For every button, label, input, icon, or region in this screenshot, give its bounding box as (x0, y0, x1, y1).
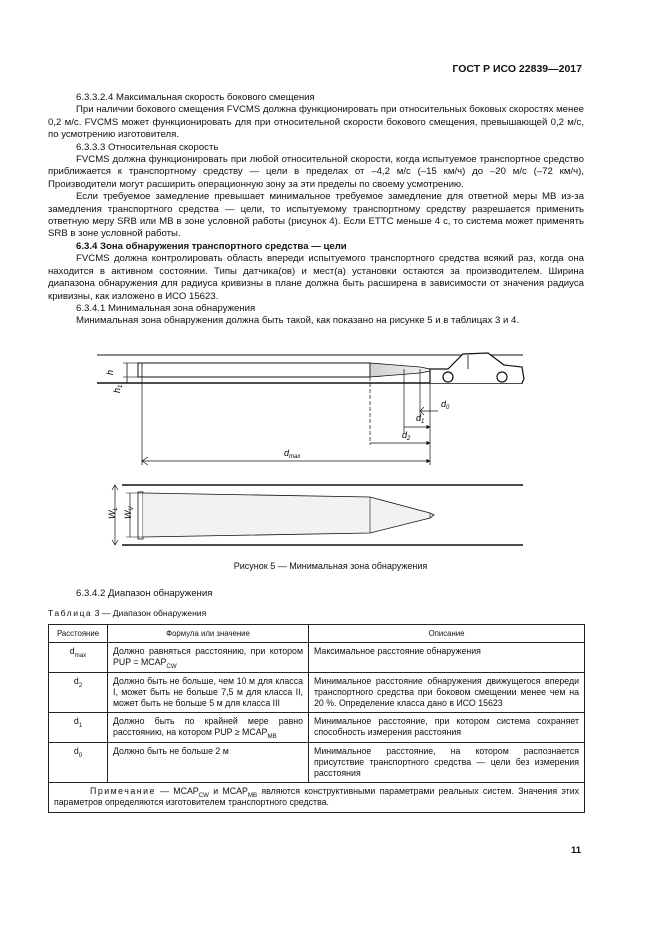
description-cell: Минимальное расстояние, на котором распознается присутствие транспортного средства — цели без измерения расстояния (309, 742, 585, 783)
section-6-3-4-2-heading: 6.3.4.2 Диапазон обнаружения (76, 588, 213, 599)
table-row (49, 742, 585, 783)
table-header-row (49, 625, 585, 643)
paragraph: При наличии бокового смещения FVCMS должна функционировать при относительных боковых скоростях менее 0,2 м/с. FVCMS может функционировать для при относительной скорости бокового смещения, превышающей 0,2 м/с, по усмотрению изготовителя. (48, 104, 584, 141)
description-cell: Максимальное расстояние обнаружения (309, 643, 585, 672)
detection-range-table (48, 624, 585, 813)
table-note-row (49, 783, 585, 812)
table-caption (48, 608, 206, 618)
table-caption-title: 3 — Диапазон обнаружения (92, 608, 207, 618)
document-header: ГОСТ Р ИСО 22839—2017 (452, 63, 582, 75)
body-text (48, 92, 584, 328)
table-header-cell: Описание (309, 625, 585, 643)
h1-label: $h_1$ (112, 384, 124, 393)
formula-cell: Должно быть по крайней мере равно расстоянию, на котором PUP ≥ $MCAP_{MB}$ (108, 713, 309, 742)
description-cell: Минимальное расстояние обнаружения движущегося впереди транспортного средства при боковом смещении менее чем на 20 %. Определение класса дано в ИСО 15623 (309, 672, 585, 713)
paragraph: FVCMS должна функционировать при любой относительной скорости, когда испытуемое транспортное средство приближается к транспортному средству — цели в пределах от –4,2 м/с (–15 км/ч) до –20 м/с (–72 км/ч), Производители могут расширить операционную зону за эти пределы по своему усмотрению. (48, 154, 584, 190)
table-header-cell: Расстояние (49, 625, 108, 643)
paragraph: FVCMS должна контролировать область впереди испытуемого транспортного средства всякий раз, когда она находится в активном состоянии. Типы датчика(ов) и мест(а) установки остаются за производителем. Ширина диапазона обнаружения для радиуса кривизны в плане должна быть расширена в зависимости от значения радиуса кривизны, как изложено в ИСО 15623. (48, 253, 584, 302)
paragraph: Минимальная зона обнаружения должна быть такой, как показано на рисунке 5 и в таблицах 3 и 4. (76, 315, 520, 327)
dmax-label: $d_{max}$ (284, 448, 301, 460)
section-6-3-4-1-heading: 6.3.4.1 Минимальная зона обнаружения (76, 302, 256, 314)
page-number: 11 (571, 845, 582, 856)
description-cell: Минимальное расстояние, при котором система сохраняет способность измерения расстояния (309, 713, 585, 742)
table-note: Примечание — $MCAP_{CW}$ и $MCAP_{MB}$ являются конструктивными параметрами реальных систем. Значения этих параметров определяются изготовителем транспортного средства. (49, 783, 585, 812)
distance-cell: $d_0$ (49, 742, 108, 783)
figure-caption: Рисунок 5 — Минимальная зона обнаружения (233, 561, 428, 571)
formula-cell: Должно быть не больше 2 м (108, 742, 309, 783)
section-6-3-3-2-4-heading: 6.3.3.2.4 Максимальная скорость бокового смещения (76, 92, 315, 103)
wl-label: $W_L$ (107, 507, 119, 519)
distance-cell: $d_2$ (49, 672, 108, 713)
table-caption-word: Таблица (48, 608, 93, 618)
distance-cell: $d_1$ (49, 713, 108, 742)
target-car-icon (430, 353, 524, 383)
formula-cell: Должно быть не больше, чем 10 м для класса I, может быть не больше 7,5 м для класса II, может быть не больше 5 м для класса III (108, 672, 309, 713)
table-header-cell: Формула или значение (108, 625, 309, 643)
d1-label: $d_1$ (416, 413, 425, 425)
paragraph: Если требуемое замедление превышает минимальное требуемое замедление для ответной меры MB из-за замедления транспортного средства — цели, то испытуемому транспортному средству разрешается применить ответную меру SRB или MB в зоне условной работы (рисунок 4). Если ETTC меньше 4 с, то система может применять SRB в зоне условной работы. (48, 191, 584, 240)
distance-cell: $d_{max}$ (49, 643, 108, 672)
section-6-3-3-3-heading: 6.3.3.3 Относительная скорость (76, 141, 219, 153)
section-6-3-4-heading: 6.3.4 Зона обнаружения транспортного средства — цели (76, 240, 347, 252)
table-row (49, 643, 585, 672)
table-row (49, 713, 585, 742)
table-row (49, 672, 585, 713)
d2-label: $d_2$ (402, 430, 411, 442)
d0-label: $d_0$ (441, 399, 450, 411)
side-view (97, 353, 524, 465)
h-label: h (105, 369, 115, 375)
top-view (107, 485, 523, 545)
wv-label: $W_V$ (123, 506, 135, 519)
formula-cell: Должно равняться расстоянию, при котором PUP = $MCAP_{CW}$ (108, 643, 309, 672)
detection-zone-figure (48, 345, 548, 550)
